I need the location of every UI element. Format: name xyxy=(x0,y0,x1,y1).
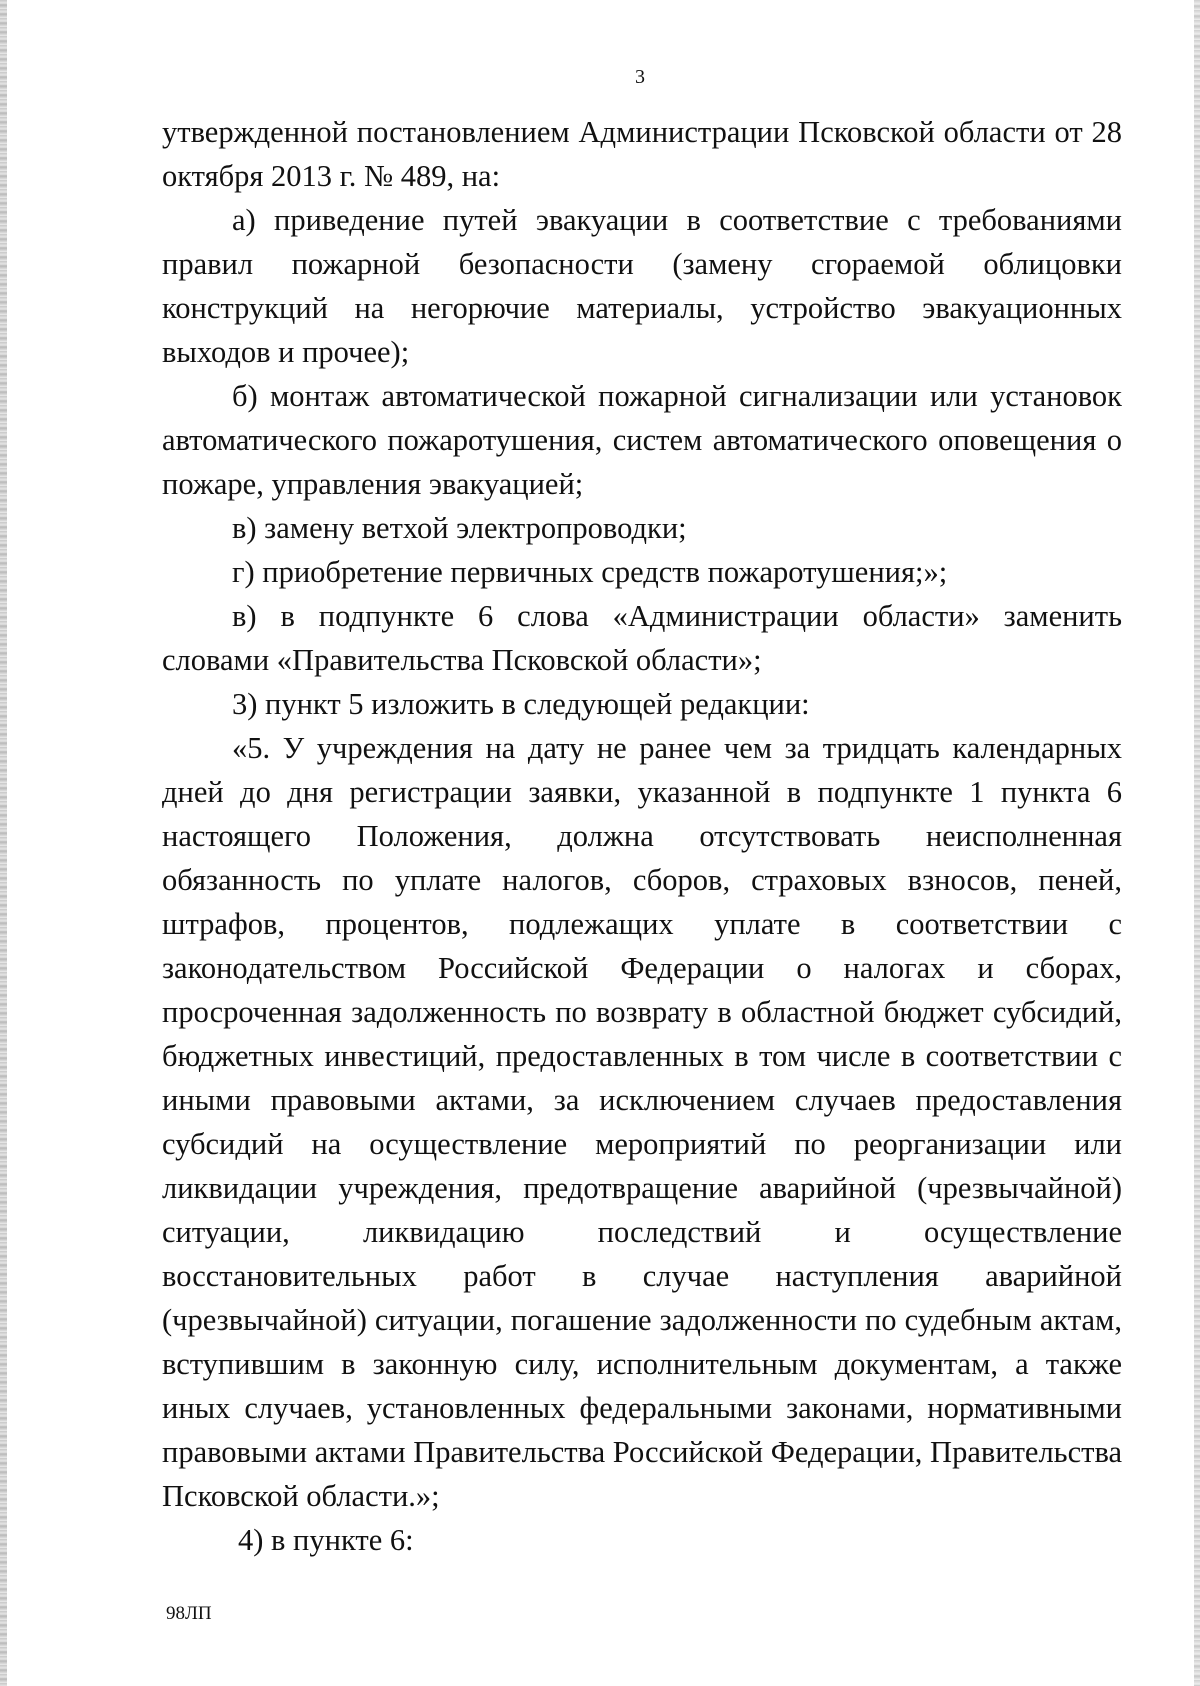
paragraph-intro: утвержденной постановлением Администрации Псковской области от 28 октября 2013 г. № 489, на: xyxy=(162,115,1122,193)
page-number: 3 xyxy=(635,66,645,88)
paragraph-item-v: в) замену ветхой электропроводки; xyxy=(232,511,687,545)
document-body xyxy=(162,110,1122,1562)
paragraph-point-4: 4) в пункте 6: xyxy=(238,1523,414,1557)
scan-border-right xyxy=(1194,0,1200,1686)
scan-border-left xyxy=(0,0,7,1686)
footer-document-code: 98ЛП xyxy=(166,1603,212,1624)
paragraph-item-b: б) монтаж автоматической пожарной сигнализации или установок автоматического пожаротушения, систем автоматического оповещения о пожаре, управления эвакуацией; xyxy=(162,379,1122,501)
paragraph-subpoint-v: в) в подпункте 6 слова «Администрации области» заменить словами «Правительства Псковской области»; xyxy=(162,599,1122,677)
paragraph-point-5-text: «5. У учреждения на дату не ранее чем за тридцать календарных дней до дня регистрации заявки, указанной в подпункте 1 пункта 6 настоящего Положения, должна отсутствовать неисполненная обязанность по уплате налогов, сборов, страховых взносов, пеней, штрафов, процентов, подлежащих уплате в соответствии с законодательством Российской Федерации о налогах и сборах, просроченная задолженность по возврату в областной бюджет субсидий, бюджетных инвестиций, предоставленных в том числе в соответствии с иными правовыми актами, за исключением случаев предоставления субсидий на осуществление мероприятий по реорганизации или ликвидации учреждения, предотвращение аварийной (чрезвычайной) ситуации, ликвидацию последствий и осуществление восстановительных работ в случае наступления аварийной (чрезвычайной) ситуации, погашение задолженности по судебным актам, вступившим в законную силу, исполнительным документам, а также иных случаев, установленных федеральными законами, нормативными правовыми актами Правительства Российской Федерации, Правительства Псковской области.»; xyxy=(162,731,1122,1513)
paragraph-item-g: г) приобретение первичных средств пожаротушения;»; xyxy=(232,555,948,589)
paragraph-item-a: а) приведение путей эвакуации в соответствие с требованиями правил пожарной безопасности (замену сгораемой облицовки конструкций на негорючие материалы, устройство эвакуационных выходов и прочее); xyxy=(162,203,1122,369)
paragraph-point-3: 3) пункт 5 изложить в следующей редакции: xyxy=(232,687,810,721)
